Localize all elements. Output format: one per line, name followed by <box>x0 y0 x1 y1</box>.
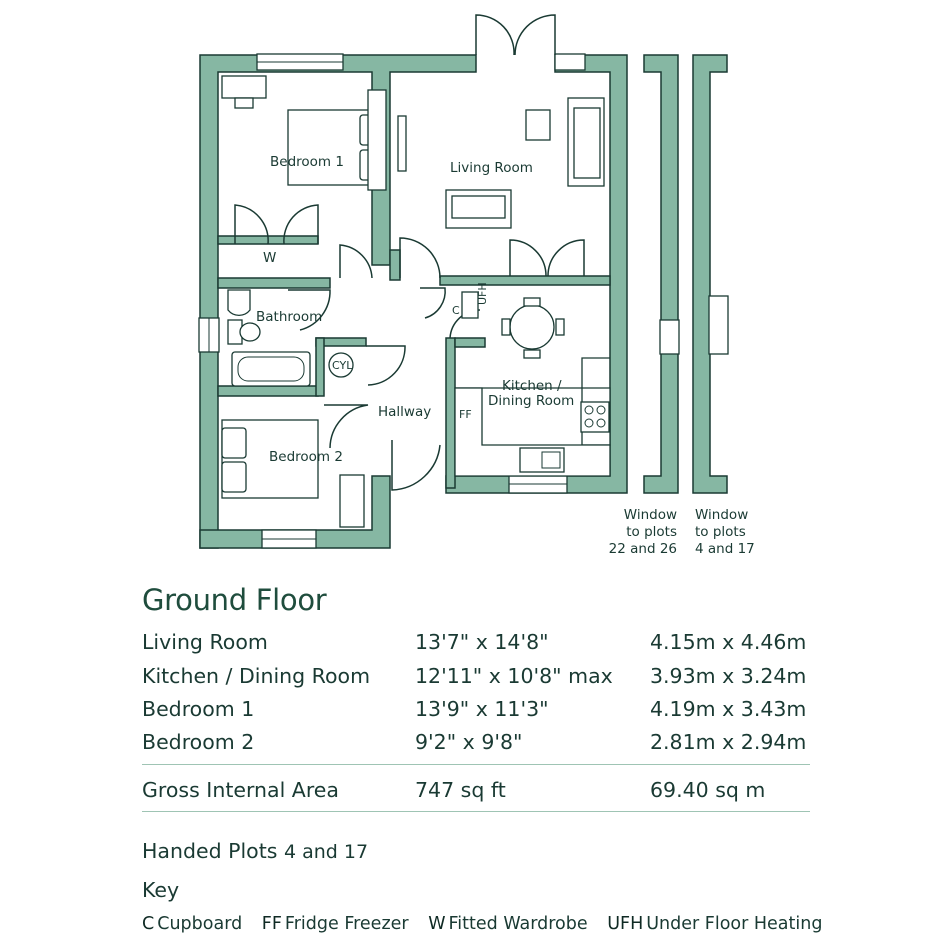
wall-plots-4-17 <box>693 55 727 493</box>
window-note-plots-4-17 <box>695 507 755 557</box>
schedule-row <box>142 730 810 760</box>
sofa-seat <box>574 108 600 178</box>
pillow-2b <box>222 462 246 492</box>
metric-size: 4.19m x 3.43m <box>650 697 807 721</box>
key-legend <box>142 914 822 934</box>
metric-size: 4.15m x 4.46m <box>650 630 807 654</box>
wall-bath-top <box>218 278 330 288</box>
door-patio-left <box>476 15 514 55</box>
key-label: Cupboard <box>157 914 243 934</box>
wall-cyl-left <box>316 338 324 396</box>
key-code: FF <box>261 914 282 934</box>
label-bedroom1: Bedroom 1 <box>270 154 344 170</box>
desk-chair <box>235 98 253 108</box>
coffee-table <box>526 110 550 140</box>
imperial-size: 13'9" x 11'3" <box>415 697 549 721</box>
metric-size: 2.81m x 2.94m <box>650 730 807 754</box>
label-hallway: Hallway <box>378 404 432 420</box>
gross-metric: 69.40 sq m <box>650 778 766 802</box>
handed-label: Handed Plots <box>142 839 278 863</box>
wall-plots-22-26 <box>644 55 678 493</box>
door-bedroom2 <box>324 405 368 448</box>
note-a-line2: to plots <box>626 524 677 540</box>
dining-table <box>510 305 554 349</box>
wall-kitchen-top <box>440 276 610 285</box>
window-note-plots-22-26 <box>609 507 677 557</box>
chair-right <box>556 319 564 335</box>
note-a-line3: 22 and 26 <box>608 541 677 557</box>
door-kitchen-double-right <box>548 240 584 276</box>
sofa2-seat <box>452 196 505 218</box>
room-name: Kitchen / Dining Room <box>142 664 371 688</box>
plot-window-indicators <box>644 55 728 493</box>
door-cylinder <box>366 346 405 385</box>
door-kitchen-double-left <box>510 240 546 276</box>
basin <box>228 290 250 315</box>
key-code: UFH <box>607 914 644 934</box>
imperial-size: 12'11" x 10'8" max <box>415 664 613 688</box>
key-code: C <box>142 914 155 934</box>
window-living <box>555 54 585 70</box>
label-cylinder: CYL <box>332 359 353 372</box>
imperial-size: 9'2" x 9'8" <box>415 730 523 754</box>
chair-left <box>502 319 510 335</box>
wall-kitchen-left <box>446 338 455 488</box>
wall-bath-bottom <box>218 386 318 396</box>
key-label: Fitted Wardrobe <box>448 914 588 934</box>
gross-label: Gross Internal Area <box>142 778 339 802</box>
room-name: Bedroom 2 <box>142 730 255 754</box>
label-kitchen-2: Dining Room <box>488 393 575 409</box>
label-cupboard: C <box>452 304 460 317</box>
toilet-bowl <box>240 323 260 341</box>
pillow-2a <box>222 428 246 458</box>
bedroom2-dresser <box>340 475 364 527</box>
chair-bottom <box>524 350 540 358</box>
handed-value: 4 and 17 <box>283 841 369 863</box>
door-front <box>392 440 440 490</box>
wall-kitchen-stub <box>455 338 485 347</box>
window-plots-4-17 <box>709 296 728 354</box>
wall-living-stub <box>390 250 400 280</box>
label-living-room: Living Room <box>450 160 533 176</box>
gross-area-row <box>142 778 810 808</box>
door-living <box>400 238 440 278</box>
door-patio-right <box>515 15 555 55</box>
tv-unit <box>398 116 406 171</box>
cupboard-door <box>420 288 445 318</box>
label-ufh: UFH <box>476 282 489 305</box>
schedule-row <box>142 664 810 694</box>
hob <box>581 402 609 432</box>
gross-imperial: 747 sq ft <box>415 778 506 802</box>
key-label: Fridge Freezer <box>284 914 409 934</box>
note-a-line1: Window <box>623 507 677 523</box>
key-code: W <box>428 914 446 934</box>
label-wardrobe: W <box>263 250 277 266</box>
divider-bottom <box>142 811 810 812</box>
door-bedroom1 <box>340 245 372 278</box>
note-b-line1: Window <box>695 507 749 523</box>
imperial-size: 13'7" x 14'8" <box>415 630 549 654</box>
room-name: Bedroom 1 <box>142 697 255 721</box>
divider-top <box>142 764 810 765</box>
note-b-line2: to plots <box>695 524 746 540</box>
desk <box>222 76 266 98</box>
chair-top <box>524 298 540 306</box>
label-bathroom: Bathroom <box>256 309 323 325</box>
handed-plots <box>142 839 368 863</box>
note-b-line3: 4 and 17 <box>695 541 755 557</box>
room-name: Living Room <box>142 630 268 654</box>
floor-title: Ground Floor <box>142 583 327 617</box>
key-label: Under Floor Heating <box>646 914 823 934</box>
schedule-row <box>142 630 810 660</box>
headboard-1 <box>368 90 386 190</box>
key-heading: Key <box>142 878 180 902</box>
window-plots-22-26 <box>660 320 679 354</box>
label-kitchen-1: Kitchen / <box>502 378 562 394</box>
label-bedroom2: Bedroom 2 <box>269 449 343 465</box>
metric-size: 3.93m x 3.24m <box>650 664 807 688</box>
label-fridge: FF <box>459 408 472 421</box>
schedule-row <box>142 697 810 727</box>
